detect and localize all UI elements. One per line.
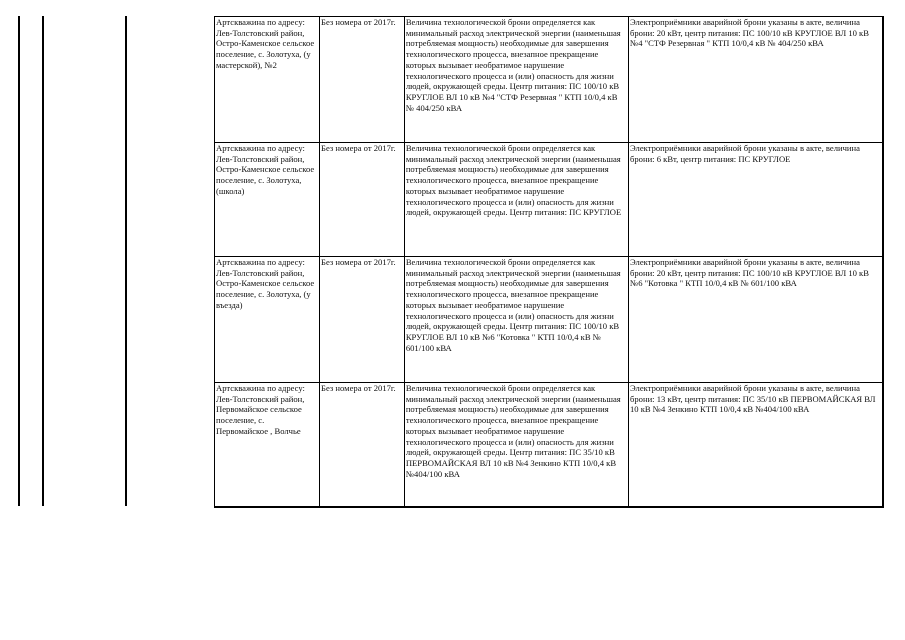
act-cell: Без номера от 2017г. bbox=[320, 383, 405, 507]
table-row bbox=[215, 257, 884, 383]
technological-reserve-cell: Величина технологической брони определяется как минимальный расход электрической энергии (наименьшая потребляемая мощность) необходимые для завершения технологического процесса, внезапное прекращение которых вызывает необратимое нарушение технологического процесса и (или) опасность для жизни людей, окружающей среды. Центр питания: ПС 100/10 кВ КРУГЛОЕ ВЛ 10 кВ №6 "Котовка " КТП 10/0,4 кВ № 601/100 кВА bbox=[404, 257, 628, 383]
electricity-reserve-table bbox=[214, 16, 884, 508]
column-rule-1 bbox=[18, 16, 20, 506]
emergency-reserve-cell: Электроприёмники аварийной брони указаны в акте, величина брони: 6 кВт, центр питания: ПС КРУГЛОЕ bbox=[629, 143, 884, 257]
act-cell: Без номера от 2017г. bbox=[320, 17, 405, 143]
technological-reserve-cell: Величина технологической брони определяется как минимальный расход электрической энергии (наименьшая потребляемая мощность) необходимые для завершения технологического процесса, внезапное прекращение которых вызывает необратимое нарушение технологического процесса и (или) опасность для жизни людей, окружающей среды. Центр питания: ПС КРУГЛОЕ bbox=[404, 143, 628, 257]
table-row bbox=[215, 143, 884, 257]
emergency-reserve-cell: Электроприёмники аварийной брони указаны в акте, величина брони: 20 кВт, центр питания: ПС 100/10 кВ КРУГЛОЕ ВЛ 10 кВ №4 "СТФ Резервная " КТП 10/0,4 кВ № 404/250 кВА bbox=[629, 17, 884, 143]
column-rule-3 bbox=[125, 16, 127, 506]
object-cell: Артскважина по адресу: Лев-Толстовский район, Остро-Каменское сельское поселение, с. Золотуха, (у мастерской), №2 bbox=[215, 17, 320, 143]
technological-reserve-cell: Величина технологической брони определяется как минимальный расход электрической энергии (наименьшая потребляемая мощность) необходимые для завершения технологического процесса, внезапное прекращение которых вызывает необратимое нарушение технологического процесса и (или) опасность для жизни людей, окружающей среды. Центр питания: ПС 35/10 кВ ПЕРВОМАЙСКАЯ ВЛ 10 кВ №4 Зенкино КТП 10/0,4 кВ №404/100 кВА bbox=[404, 383, 628, 507]
column-rule-2 bbox=[42, 16, 44, 506]
emergency-reserve-cell: Электроприёмники аварийной брони указаны в акте, величина брони: 20 кВт, центр питания: ПС 100/10 кВ КРУГЛОЕ ВЛ 10 кВ №6 "Котовка " КТП 10/0,4 кВ № 601/100 кВА bbox=[629, 257, 884, 383]
table-row bbox=[215, 383, 884, 507]
object-cell: Артскважина по адресу: Лев-Толстовский район, Остро-Каменское сельское поселение, с. Золотуха, (у въезда) bbox=[215, 257, 320, 383]
object-cell: Артскважина по адресу: Лев-Толстовский район, Остро-Каменское сельское поселение, с. Золотуха, (школа) bbox=[215, 143, 320, 257]
act-cell: Без номера от 2017г. bbox=[320, 257, 405, 383]
object-cell: Артскважина по адресу: Лев-Толстовский район, Первомайское сельское поселение, с. Первомайское , Волчье bbox=[215, 383, 320, 507]
act-cell: Без номера от 2017г. bbox=[320, 143, 405, 257]
technological-reserve-cell: Величина технологической брони определяется как минимальный расход электрической энергии (наименьшая потребляемая мощность) необходимые для завершения технологического процесса, внезапное прекращение которых вызывает необратимое нарушение технологического процесса и (или) опасность для жизни людей, окружающей среды. Центр питания: ПС 100/10 кВ КРУГЛОЕ ВЛ 10 кВ №4 "СТФ Резервная " КТП 10/0,4 кВ № 404/250 кВА bbox=[404, 17, 628, 143]
table-row bbox=[215, 17, 884, 143]
emergency-reserve-cell: Электроприёмники аварийной брони указаны в акте, величина брони: 13 кВт, центр питания: ПС 35/10 кВ ПЕРВОМАЙСКАЯ ВЛ 10 кВ №4 Зенкино КТП 10/0,4 кВ №404/100 кВА bbox=[629, 383, 884, 507]
